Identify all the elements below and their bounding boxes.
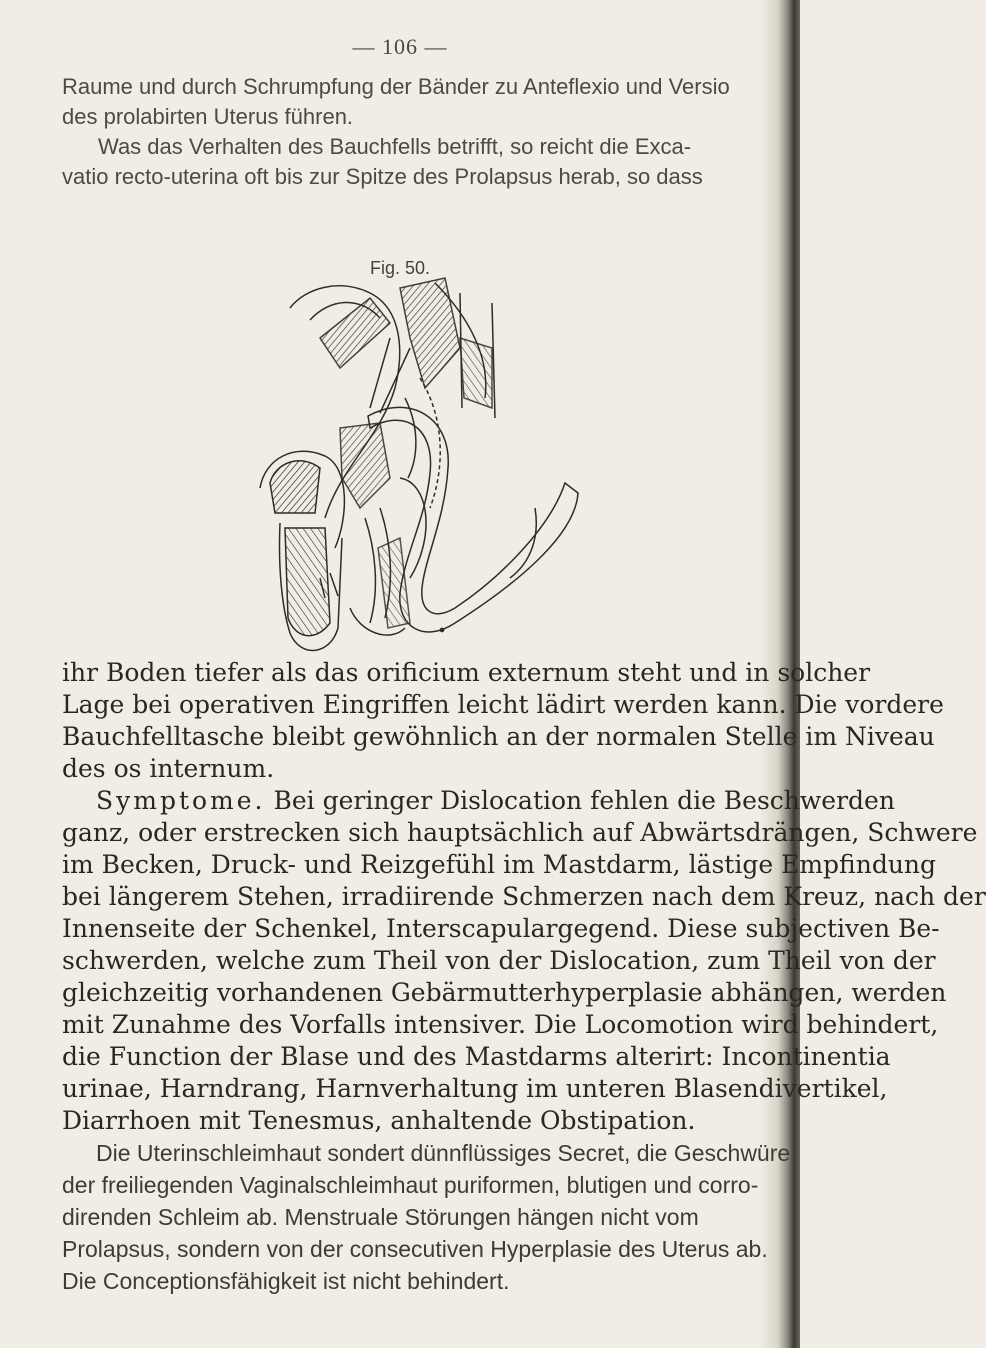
text-line: der freiliegenden Vaginalschleimhaut puriformen, blutigen und corro- — [62, 1172, 759, 1198]
text-line: des prolabirten Uterus führen. — [62, 104, 354, 129]
text-line: ganz, oder erstrecken sich hauptsächlich auf Abwärtsdrängen, Schwere — [62, 818, 978, 847]
text-line: des os internum. — [62, 754, 275, 783]
text-line: gleichzeitig vorhandenen Gebärmutterhyperplasie abhängen, werden — [62, 978, 947, 1007]
text-line: bei längerem Stehen, irradiirende Schmerzen nach dem Kreuz, nach der — [62, 882, 986, 911]
text-line: Innenseite der Schenkel, Interscapulargegend. Diese subjectiven Be- — [62, 914, 940, 943]
text-line: Die Uterinschleimhaut sondert dünnflüssiges Secret, die Geschwüre — [96, 1140, 791, 1166]
symptoms-paragraph-start — [96, 786, 895, 815]
text-line: Diarrhoen mit Tenesmus, anhaltende Obstipation. — [62, 1106, 696, 1135]
text-line: vatio recto-uterina oft bis zur Spitze des Prolapsus herab, so dass — [62, 164, 703, 189]
text-line: Bauchfelltasche bleibt gewöhnlich an der normalen Stelle im Niveau — [62, 722, 935, 751]
text-line: urinae, Harndrang, Harnverhaltung im unteren Blasendivertikel, — [62, 1074, 888, 1103]
text-line: Was das Verhalten des Bauchfells betrifft, so reicht die Exca- — [98, 134, 692, 159]
text-line: im Becken, Druck- und Reizgefühl im Mastdarm, lästige Empfindung — [62, 850, 937, 879]
text-line: Raume und durch Schrumpfung der Bänder zu Anteflexio und Versio — [62, 74, 730, 99]
text-line: Lage bei operativen Eingriffen leicht lädirt werden kann. Die vordere — [62, 690, 944, 719]
text-line: Prolapsus, sondern von der consecutiven Hyperplasie des Uterus ab. — [62, 1236, 768, 1262]
text-line: Bei geringer Dislocation fehlen die Beschwerden — [273, 786, 895, 815]
text-line: die Function der Blase und des Mastdarms alterirt: Incontinentia — [62, 1042, 891, 1071]
page-number: — 106 — — [352, 34, 448, 59]
figure-caption: Fig. 50. — [369, 258, 431, 278]
anatomical-illustration — [230, 278, 590, 658]
text-line: direnden Schleim ab. Menstruale Störungen hängen nicht vom — [62, 1204, 699, 1230]
text-line: schwerden, welche zum Theil von der Dislocation, zum Theil von der — [62, 946, 936, 975]
text-line: mit Zunahme des Vorfalls intensiver. Die Locomotion wird behindert, — [62, 1010, 939, 1039]
text-line: Die Conceptionsfähigkeit ist nicht behindert. — [62, 1268, 510, 1294]
text-line: ihr Boden tiefer als das orificium externum steht und in solcher — [62, 658, 871, 687]
section-heading: Symptome. — [96, 786, 266, 815]
